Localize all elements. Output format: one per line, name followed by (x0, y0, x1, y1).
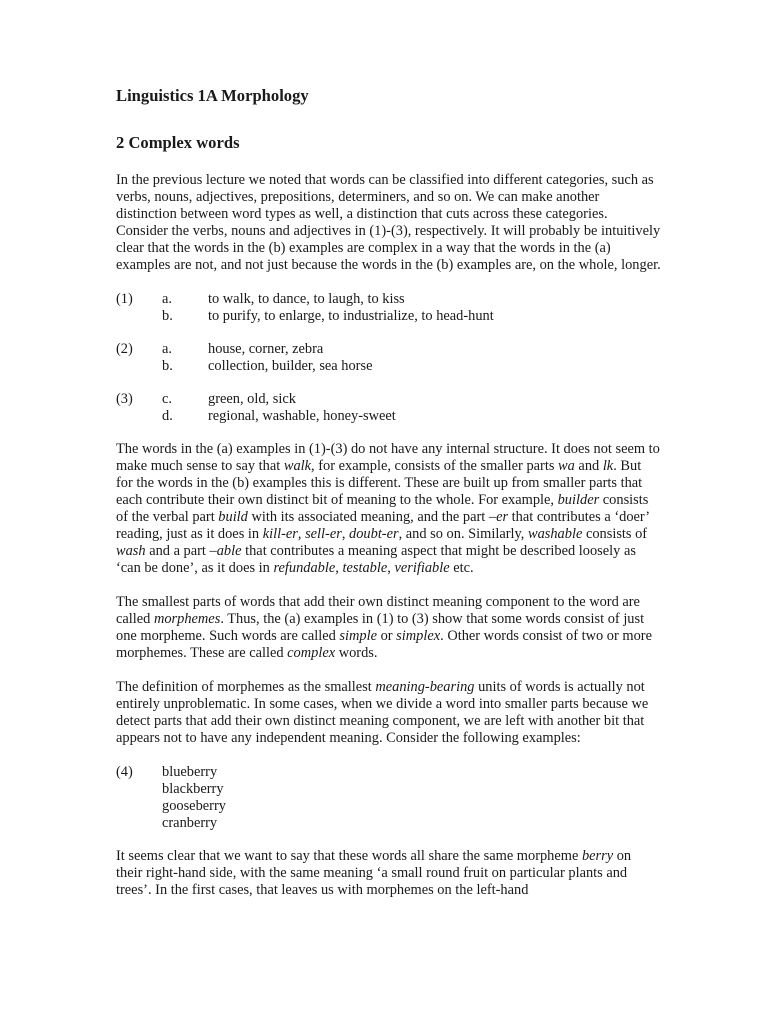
example-number: (4) (116, 764, 133, 780)
section-heading: 2 Complex words (116, 133, 240, 152)
example-1 (116, 291, 661, 325)
example-word: gooseberry (162, 798, 226, 814)
example-text: to walk, to dance, to laugh, to kiss (208, 291, 405, 307)
document-page (116, 86, 661, 916)
example-number: (1) (116, 291, 133, 307)
example-text: collection, builder, sea horse (208, 358, 373, 374)
example-2 (116, 341, 661, 375)
example-number: (2) (116, 341, 133, 357)
example-line (116, 408, 661, 425)
paragraph-intro: In the previous lecture we noted that words can be classified into different categories, such as verbs, nouns, adjectives, prepositions, determiners, and so on. We can make another distinction between word types as well, a distinction that cuts across these categories. Consider the verbs, nouns and adjectives in (1)-(3), respectively. It will probably be intuitively clear that the words in the (b) examples are complex in a way that the words in the (a) examples are not, and not just because the words in the (b) examples are, on the whole, longer. (116, 172, 661, 273)
document-title: Linguistics 1A Morphology (116, 86, 309, 105)
paragraph-internal-structure: The words in the (a) examples in (1)-(3) do not have any internal structure. It does not seem to make much sense to say that walk, for example, consists of the smaller parts wa and lk. But for the words in the (b) examples this is different. These are built up from smaller parts that each contribute their own distinct bit of meaning to the whole. For example, builder consists of the verbal part build with its associated meaning, and the part –er that contributes a ‘doer’ reading, just as it does in kill-er, sell-er, doubt-er, and so on. Similarly, washable consists of wash and a part –able that contributes a meaning aspect that might be described loosely as ‘can be done’, as it does in refundable, testable, verifiable etc. (116, 441, 660, 576)
example-line (116, 815, 661, 832)
example-text: regional, washable, honey-sweet (208, 408, 396, 424)
example-letter: a. (162, 291, 172, 307)
example-word: blueberry (162, 764, 218, 780)
example-letter: a. (162, 341, 172, 357)
example-letter: b. (162, 358, 173, 374)
paragraph-morphemes: The smallest parts of words that add their own distinct meaning component to the word are called morphemes. Thus, the (a) examples in (1) to (3) show that some words consist of just one morpheme. Such words are called simple or simplex. Other words consist of two or more morphemes. These are called complex words. (116, 594, 652, 661)
example-line (116, 291, 661, 308)
example-word: cranberry (162, 815, 218, 831)
example-letter: c. (162, 391, 172, 407)
example-letter: b. (162, 308, 173, 324)
example-4 (116, 764, 661, 832)
example-letter: d. (162, 408, 173, 424)
example-line (116, 358, 661, 375)
example-line (116, 308, 661, 325)
example-text: to purify, to enlarge, to industrialize, to head-hunt (208, 308, 494, 324)
example-line (116, 341, 661, 358)
example-word: blackberry (162, 781, 224, 797)
paragraph-definition: The definition of morphemes as the smallest meaning-bearing units of words is actually not entirely unproblematic. In some cases, when we divide a word into smaller parts because we detect parts that add their own distinct meaning component, we are left with another bit that appears not to have any independent meaning. Consider the following examples: (116, 679, 649, 746)
paragraph-berry: It seems clear that we want to say that these words all share the same morpheme berry on their right-hand side, with the same meaning ‘a small round fruit on particular plants and trees’. In the first cases, that leaves us with morphemes on the left-hand (116, 848, 632, 898)
example-line (116, 391, 661, 408)
example-text: house, corner, zebra (208, 341, 324, 357)
example-3 (116, 391, 661, 425)
example-line (116, 798, 661, 815)
example-number: (3) (116, 391, 133, 407)
example-text: green, old, sick (208, 391, 296, 407)
example-line (116, 764, 661, 781)
example-line (116, 781, 661, 798)
